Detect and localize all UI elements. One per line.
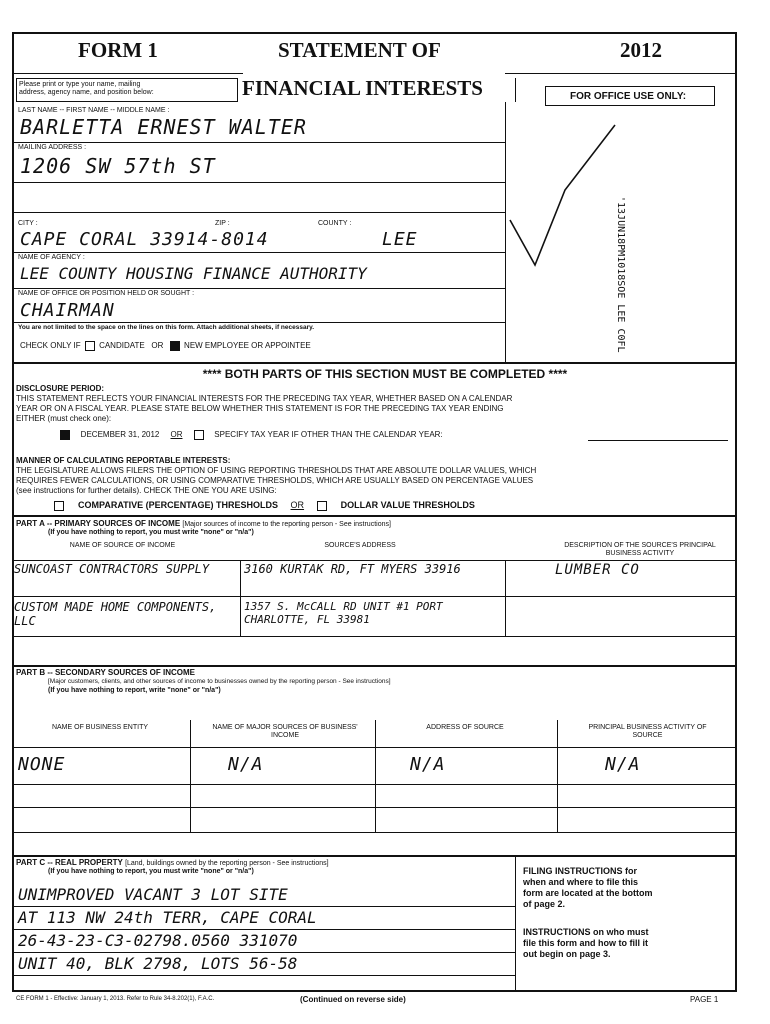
threshold-row bbox=[54, 500, 475, 511]
part-a-col1: NAME OF SOURCE OF INCOME bbox=[69, 542, 176, 549]
part-a-row2-address: 1357 S. McCALL RD UNIT #1 PORT CHARLOTTE, FL 33981 bbox=[244, 600, 443, 626]
manner-line1: THE LEGISLATURE ALLOWS FILERS THE OPTION OF USING REPORTING THRESHOLDS THAT ARE ABSOLUTE DOLLAR VALUES, WHICH bbox=[16, 466, 537, 475]
form-year: 2012 bbox=[620, 38, 662, 62]
or-label-3: OR bbox=[290, 500, 305, 510]
comparative-label: COMPARATIVE (PERCENTAGE) THRESHOLDS bbox=[78, 500, 279, 510]
filing-line3: form are located at the bottom bbox=[523, 888, 653, 898]
page-title-line2: FINANCIAL INTERESTS bbox=[242, 76, 483, 100]
print-note-2: address, agency name, and position below: bbox=[19, 89, 154, 96]
new-employee-checkbox[interactable] bbox=[170, 341, 180, 351]
position-value: CHAIRMAN bbox=[20, 300, 115, 321]
address-value: 1206 SW 57th ST bbox=[20, 154, 216, 178]
part-a-row2-name: CUSTOM MADE HOME COMPONENTS, LLC bbox=[14, 600, 217, 628]
part-b-activity-value: N/A bbox=[605, 754, 641, 775]
footer-page: PAGE 1 bbox=[690, 995, 719, 1004]
part-b-col3: ADDRESS OF SOURCE bbox=[426, 724, 504, 731]
part-c-line4: UNIT 40, BLK 2798, LOTS 56-58 bbox=[18, 954, 298, 973]
part-b-note2: (If you have nothing to report, write "none" or "n/a") bbox=[48, 687, 221, 694]
part-b-address-value: N/A bbox=[410, 754, 446, 775]
part-a-subnote: (If you have nothing to report, you must write "none" or "n/a") bbox=[48, 529, 254, 536]
dec31-label: DECEMBER 31, 2012 bbox=[80, 430, 160, 440]
or-label: OR bbox=[151, 341, 164, 351]
part-c-line3: 26-43-23-C3-02798.0560 331070 bbox=[18, 931, 298, 950]
part-c-title-note: [Land, buildings owned by the reporting person - See instructions] bbox=[125, 860, 329, 867]
city-label: CITY : bbox=[18, 220, 38, 227]
both-parts-heading: **** BOTH PARTS OF THIS SECTION MUST BE COMPLETED **** bbox=[202, 367, 568, 381]
new-employee-label: NEW EMPLOYEE OR APPOINTEE bbox=[184, 341, 311, 351]
part-c-subnote: (If you have nothing to report, you must write "none" or "n/a") bbox=[48, 868, 254, 875]
period-row bbox=[60, 430, 443, 440]
part-a-title: PART A -- PRIMARY SOURCES OF INCOME bbox=[16, 519, 181, 528]
part-c-line1: UNIMPROVED VACANT 3 LOT SITE bbox=[18, 885, 288, 904]
part-a-row1-desc: LUMBER CO bbox=[555, 562, 640, 578]
disclosure-line1: THIS STATEMENT REFLECTS YOUR FINANCIAL INTERESTS FOR THE PRECEDING TAX YEAR, WHETHER BASED ON A CALENDAR bbox=[16, 394, 513, 403]
manner-line3: (see instructions for further details). CHECK THE ONE YOU ARE USING: bbox=[16, 486, 277, 495]
part-b-sources-value: N/A bbox=[228, 754, 264, 775]
part-a-col3: DESCRIPTION OF THE SOURCE'S PRINCIPAL BUSINESS ACTIVITY bbox=[564, 542, 716, 557]
filing-line2: when and where to file this bbox=[523, 877, 639, 887]
agency-label: NAME OF AGENCY : bbox=[18, 254, 85, 261]
office-received-stamp: '13JUN18PM1018SOE LEE C0FL bbox=[615, 196, 626, 353]
disclosure-line2: YEAR OR ON A FISCAL YEAR. PLEASE STATE BELOW WHETHER THIS STATEMENT IS FOR THE PRECEDING TAX YEAR ENDING bbox=[16, 404, 504, 413]
part-a-row1-name: SUNCOAST CONTRACTORS SUPPLY bbox=[14, 562, 210, 576]
or-label-2: OR bbox=[170, 430, 183, 440]
city-zip-value: CAPE CORAL 33914-8014 bbox=[20, 229, 269, 250]
footer-continued: (Continued on reverse side) bbox=[300, 995, 406, 1004]
check-only-row bbox=[20, 341, 311, 351]
address-label: MAILING ADDRESS : bbox=[18, 144, 87, 151]
name-label: LAST NAME -- FIRST NAME -- MIDDLE NAME : bbox=[18, 107, 170, 114]
form-number: FORM 1 bbox=[78, 38, 158, 62]
part-a-col2: SOURCE'S ADDRESS bbox=[324, 542, 396, 549]
part-b-col4: PRINCIPAL BUSINESS ACTIVITY OF SOURCE bbox=[588, 724, 707, 739]
part-b-col1: NAME OF BUSINESS ENTITY bbox=[51, 724, 149, 731]
manner-title: MANNER OF CALCULATING REPORTABLE INTERESTS: bbox=[16, 456, 231, 465]
dollar-checkbox[interactable] bbox=[317, 501, 327, 511]
filing-instructions bbox=[523, 866, 653, 910]
part-c-line2: AT 113 NW 24th TERR, CAPE CORAL bbox=[18, 908, 317, 927]
dollar-label: DOLLAR VALUE THRESHOLDS bbox=[340, 500, 475, 510]
part-b-entity-value: NONE bbox=[18, 754, 66, 775]
dec31-checkbox[interactable] bbox=[60, 430, 70, 440]
specify-label: SPECIFY TAX YEAR IF OTHER THAN THE CALENDAR YEAR: bbox=[214, 430, 443, 440]
county-label: COUNTY : bbox=[318, 220, 352, 227]
candidate-label: CANDIDATE bbox=[99, 341, 145, 351]
part-a-row1-address: 3160 KURTAK RD, FT MYERS 33916 bbox=[244, 562, 461, 576]
page-title-line1: STATEMENT OF bbox=[278, 38, 441, 62]
filing-line4: of page 2. bbox=[523, 899, 566, 909]
print-note-1: Please print or type your name, mailing bbox=[19, 81, 141, 88]
instr-line3: out begin on page 3. bbox=[523, 949, 611, 959]
comparative-checkbox[interactable] bbox=[54, 501, 64, 511]
instr-line1: INSTRUCTIONS on who must bbox=[523, 927, 649, 937]
name-value: BARLETTA ERNEST WALTER bbox=[20, 115, 307, 139]
part-a-title-note: [Major sources of income to the reporting person - See instructions] bbox=[182, 521, 391, 528]
agency-value: LEE COUNTY HOUSING FINANCE AUTHORITY bbox=[20, 264, 367, 283]
part-c-title: PART C -- REAL PROPERTY bbox=[16, 858, 123, 867]
instr-line2: file this form and how to fill it bbox=[523, 938, 648, 948]
specify-checkbox[interactable] bbox=[194, 430, 204, 440]
limit-note: You are not limited to the space on the lines on this form. Attach additional sheets, if necessary. bbox=[18, 324, 315, 331]
position-label: NAME OF OFFICE OR POSITION HELD OR SOUGHT : bbox=[18, 290, 195, 297]
office-use-label: FOR OFFICE USE ONLY: bbox=[570, 91, 687, 102]
part-b-note1: [Major customers, clients, and other sources of income to businesses owned by the reporting person - See instructions] bbox=[48, 678, 391, 685]
county-value: LEE bbox=[382, 229, 418, 250]
part-b-title: PART B -- SECONDARY SOURCES OF INCOME bbox=[16, 668, 195, 677]
part-b-col2: NAME OF MAJOR SOURCES OF BUSINESS' INCOME bbox=[212, 724, 358, 739]
disclosure-line3: EITHER (must check one): bbox=[16, 414, 112, 423]
check-only-label: CHECK ONLY IF bbox=[20, 341, 81, 351]
who-must-file bbox=[523, 927, 649, 960]
checkmark-icon bbox=[505, 120, 625, 280]
footer-left: CE FORM 1 - Effective: January 1, 2013. Refer to Rule 34-8.202(1), F.A.C. bbox=[16, 996, 215, 1002]
zip-label: ZIP : bbox=[215, 220, 230, 227]
filing-line1: FILING INSTRUCTIONS for bbox=[523, 866, 637, 876]
disclosure-title: DISCLOSURE PERIOD: bbox=[16, 384, 105, 393]
candidate-checkbox[interactable] bbox=[85, 341, 95, 351]
manner-line2: REQUIRES FEWER CALCULATIONS, OR USING COMPARATIVE THRESHOLDS, WHICH ARE USUALLY BASED ON PERCENTAGE VALUES bbox=[16, 476, 534, 485]
